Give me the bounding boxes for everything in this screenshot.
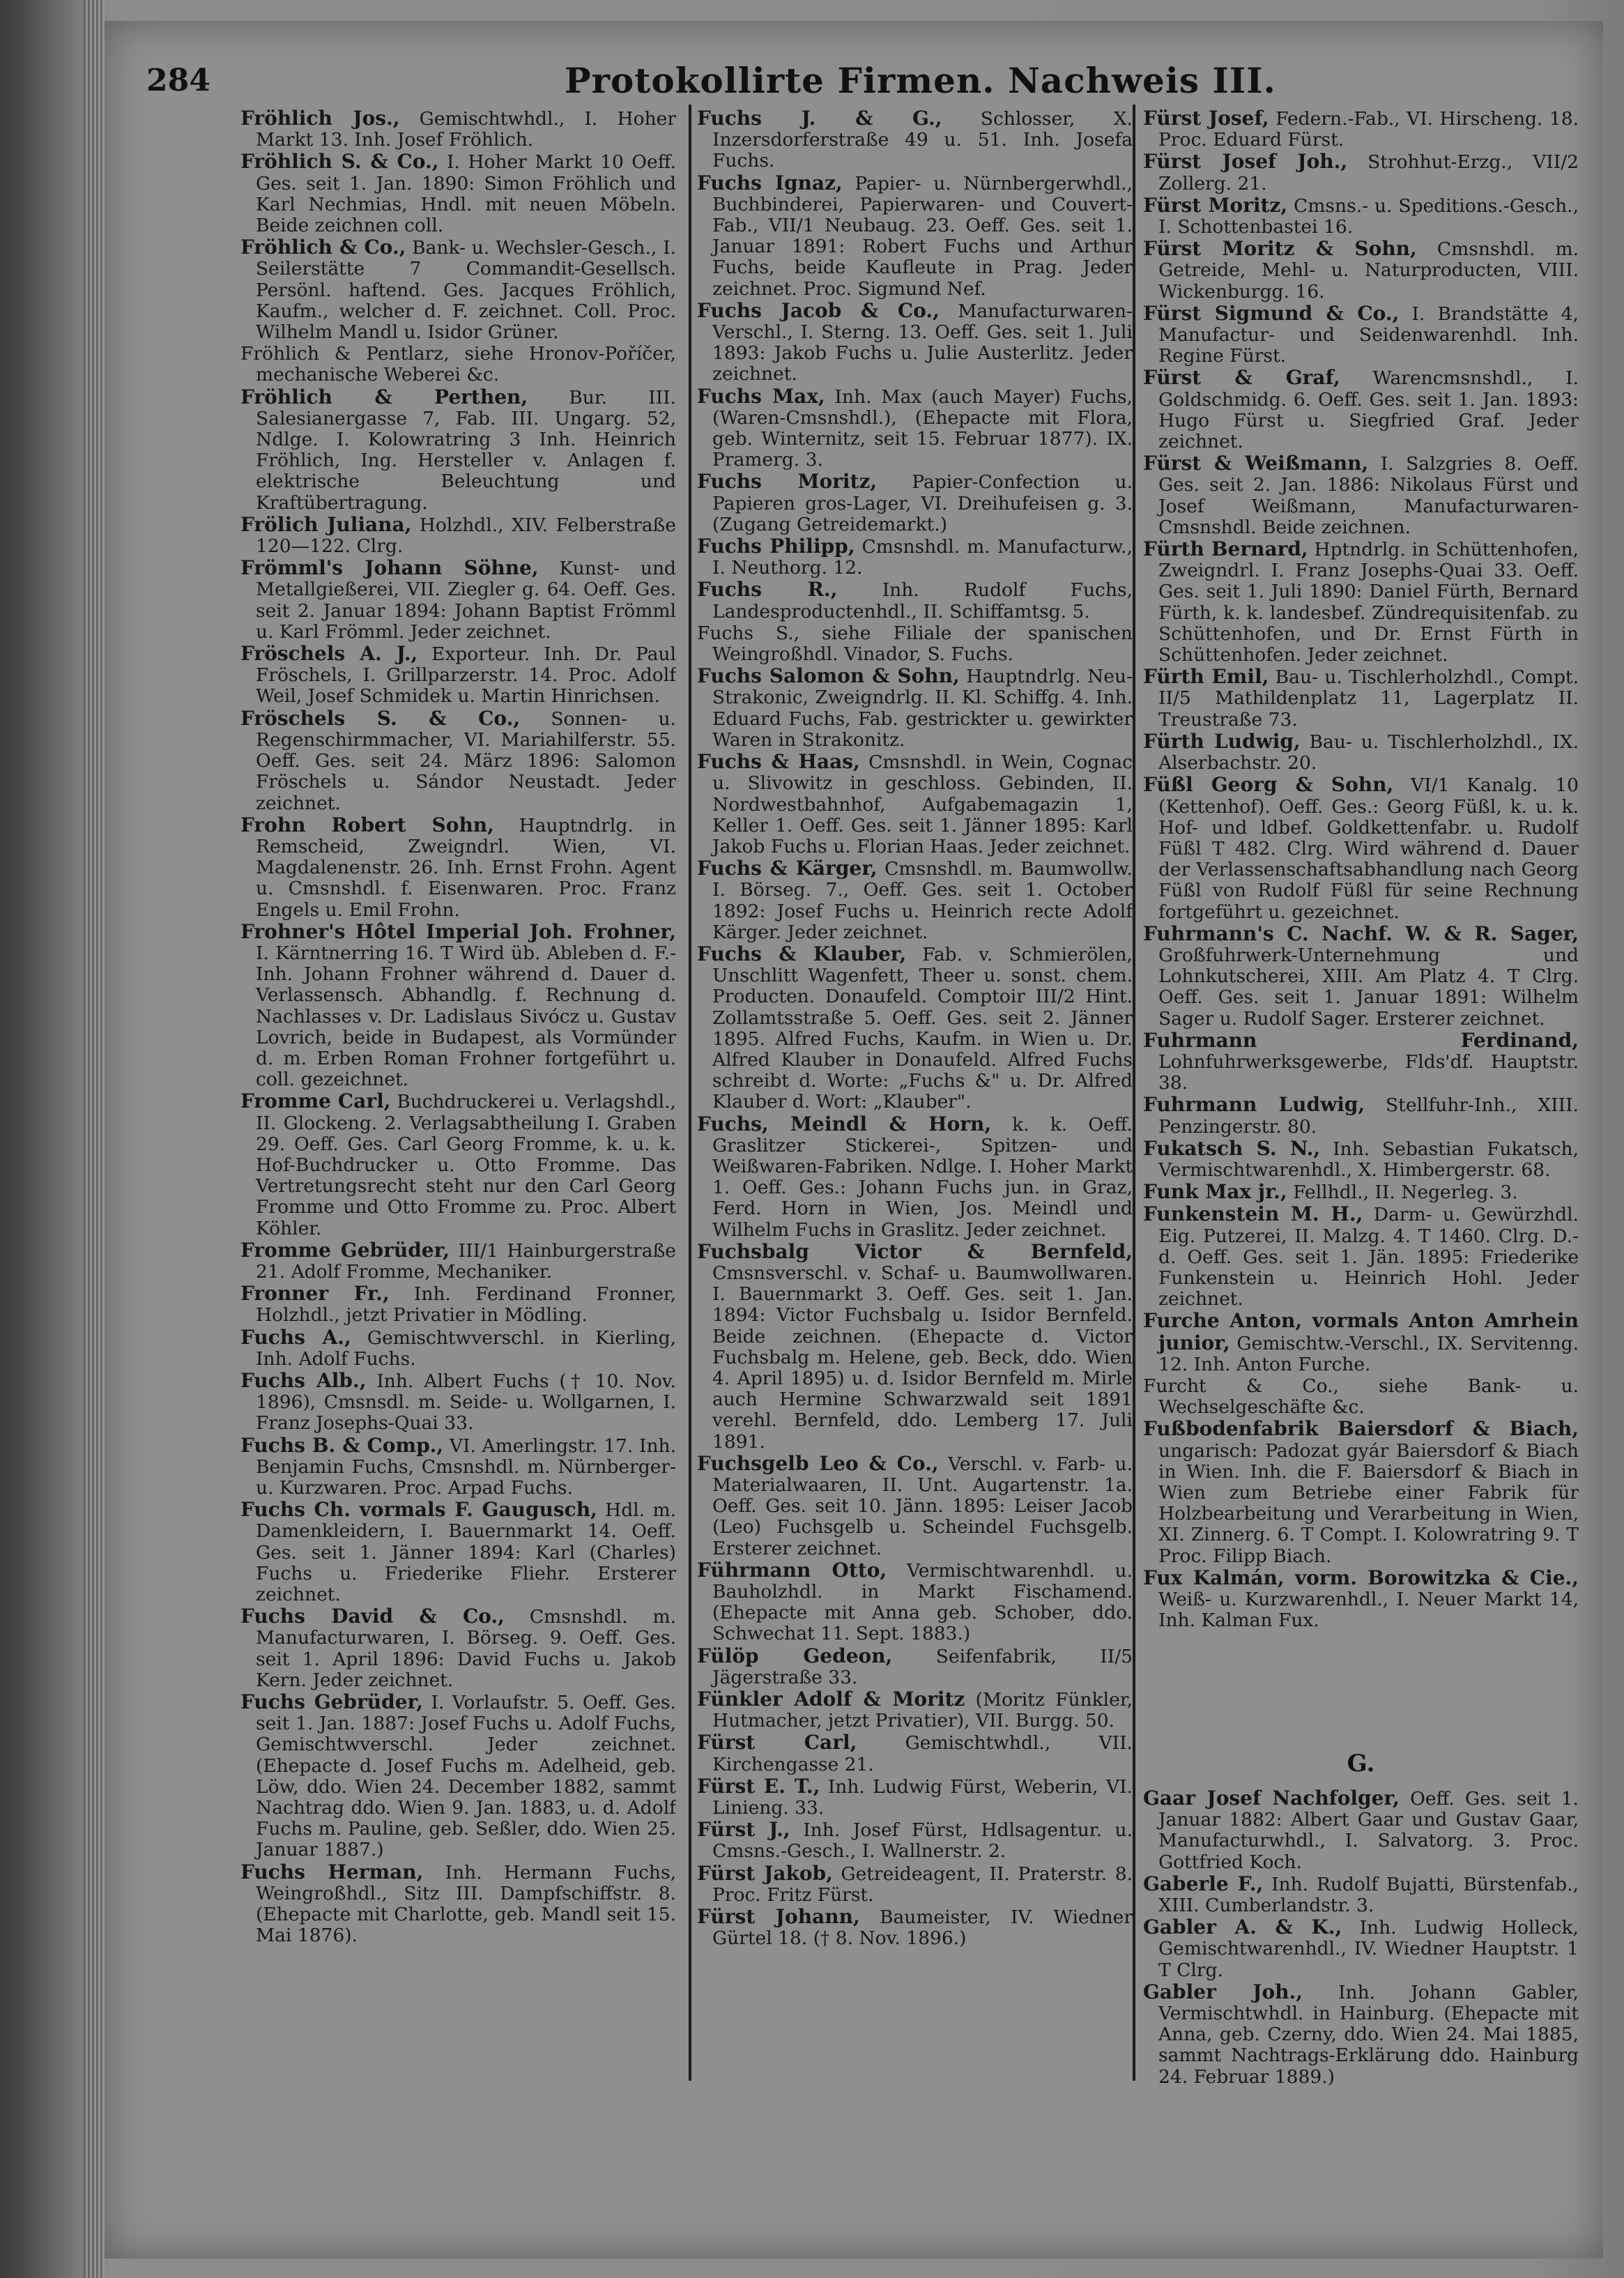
firm-details: Cmsnsverschl. v. Schaf- u. Baumwollwaren. I. Bauernmarkt 3. Oeff. Ges. seit 1. Jan. 1894: Victor Fuchsbalg u. Isidor Bernfeld. Beide zeichnen. (Ehepacte d. Victor Fuchsbalg m. Helene, geb. Beck, ddo. Wien 4. April 1895) u. d. Isidor Bernfeld m. Mirle auch Hermine Schwarzwald seit 1891 verehl. Bernfeld, ddo. Lemberg 17. Juli 1891. — [712, 1262, 1133, 1453]
firm-details: Inh. Hermann Fuchs, Weingroßhdl., Sitz III. Dampfschiffstr. 8. (Ehepacte mit Charlotte, geb. Mandl seit 15. Mai 1876). — [256, 1861, 676, 1947]
directory-entry — [1143, 367, 1579, 452]
directory-entry — [240, 558, 676, 643]
directory-entry — [697, 1776, 1133, 1819]
firm-details: Strohhut-Erzg., VII/2 Zollerg. 21. — [1158, 151, 1579, 194]
firm-name: Fromme Carl, — [240, 1090, 391, 1113]
firm-name: Füßl Georg & Sohn, — [1143, 773, 1394, 797]
running-title: Protokollirte Firmen. Nachweis III. — [565, 60, 1276, 101]
firm-details: Cmsnshdl. m. Baumwollw. I. Börseg. 7., Oeff. Ges. seit 1. October 1892: Josef Fuchs u. Heinrich recte Adolf Kärger. Jeder zeichnet. — [712, 858, 1133, 943]
firm-details: Vermischtwarenhdl. u. Bauholzhdl. in Markt Fischamend. (Ehepacte mit Anna geb. Schober, ddo. Schwechat 11. Sept. 1883.) — [712, 1559, 1133, 1645]
directory-entry — [697, 173, 1133, 300]
firm-details: Darm- u. Gewürzhdl. Eig. Putzerei, II. Malzg. 4. T 1460. Clrg. D.-d. Oeff. Ges. seit 1. Jän. 1895: Friederike Funkenstein u. Heinrich Hohl. Jeder zeichnet. — [1158, 1204, 1579, 1310]
firm-name: Fürst Johann, — [697, 1905, 860, 1929]
firm-details: Inh. Johann Gabler, Vermischtwhdl. in Hainburg. (Ehepacte mit Anna, geb. Czerny, ddo. Wien 24. Mai 1885, sammt Nachtrags-Erklärung ddo. Hainburg 24. Februar 1889.) — [1158, 1981, 1579, 2088]
directory-entry — [240, 1283, 676, 1326]
column-rule — [689, 105, 691, 2081]
firm-details: (Moritz Fünkler, Hutmacher, jetzt Privatier), VII. Burgg. 50. — [712, 1689, 1133, 1732]
directory-entry — [697, 579, 1133, 622]
directory-entry — [697, 858, 1133, 943]
firm-name: Fuchs Ch. vormals F. Gaugusch, — [240, 1498, 597, 1522]
firm-details: Getreideagent, II. Praterstr. 8. Proc. Fritz Fürst. — [712, 1863, 1133, 1906]
firm-name: Fußbodenfabrik Baiersdorf & Biach, — [1143, 1417, 1579, 1441]
firm-details: Inh. Rudolf Bujatti, Bürstenfab., XIII. Cumberlandstr. 3. — [1158, 1873, 1579, 1917]
directory-entry — [240, 1606, 676, 1691]
firm-details: Kunst- und Metallgießerei, VII. Ziegler g. 64. Oeff. Ges. seit 2. Januar 1894: Johann Baptist Frömml u. Karl Frömml. Jeder zeichnet. — [256, 558, 676, 643]
firm-name: Fürst Jakob, — [697, 1861, 833, 1885]
firm-details: Inh. Ferdinand Fronner, Holzhdl., jetzt Privatier in Mödling. — [256, 1283, 676, 1327]
firm-name: Fuchs Ignaz, — [697, 171, 843, 194]
directory-entry — [1143, 303, 1579, 367]
directory-entry — [240, 1091, 676, 1239]
firm-name: Fürth Emil, — [1143, 665, 1269, 689]
firm-name: Führmann Otto, — [697, 1558, 887, 1582]
directory-entry — [240, 1240, 676, 1283]
firm-details: Hdl. m. Damenkleidern, I. Bauernmarkt 14. Oeff. Ges. seit 1. Jänner 1894: Karl (Charles) Fuchs u. Friederike Fliehr. Ersterer zeichnet. — [256, 1499, 676, 1606]
firm-details: I. Kärntnerring 16. T Wird üb. Ableben d. F.-Inh. Johann Frohner während d. Dauer d. Verlassensch. Abhandlg. f. Rechnung d. Nachlasses v. Dr. Ladislaus Sivócz u. Gustav Lovrich, beide in Budapest, als Vormünder d. m. Erben Roman Frohner fortgeführt u. coll. gezeichnet. — [256, 942, 676, 1091]
directory-entry — [240, 1862, 676, 1947]
firm-details: III/1 Hainburgerstraße 21. Adolf Fromme, Mechaniker. — [256, 1239, 676, 1283]
firm-name: Fürst J., — [697, 1818, 790, 1842]
directory-entry — [240, 919, 676, 1091]
firm-details: Cmsnshdl. m. Manufacturw., I. Neuthorg. 12. — [712, 536, 1133, 579]
firm-name: Fuchsgelb Leo & Co., — [697, 1451, 939, 1475]
firm-details: I. Brandstätte 4, Manufactur- und Seidenwarenhdl. Inh. Regine Fürst. — [1158, 303, 1579, 367]
firm-details: Gemischtwverschl. in Kierling, Inh. Adolf Fuchs. — [256, 1327, 676, 1370]
column-1 — [240, 108, 676, 2234]
directory-entry — [697, 1732, 1133, 1775]
firm-name: Frohner's Hôtel Imperial Joh. Frohner, — [240, 919, 676, 943]
directory-entry — [697, 666, 1133, 751]
firm-name: Fürst & Weißmann, — [1143, 452, 1369, 475]
firm-name: Fuchs & Klauber, — [697, 942, 907, 965]
firm-details: Inh. Albert Fuchs († 10. Nov. 1896), Cmsnsdl. m. Seide- u. Wollgarnen, I. Franz Josephs-Quai 33. — [256, 1370, 676, 1435]
column-3-section-g — [1143, 1788, 1579, 2234]
page-edges — [84, 0, 105, 2278]
directory-entry — [240, 237, 676, 343]
firm-name: Fuchs Max, — [697, 384, 825, 408]
firm-details: Lohnfuhrwerksgewerbe, Flds'df. Hauptstr. 38. — [1158, 1050, 1579, 1094]
firm-name: Fuchs & Haas, — [697, 750, 860, 774]
firm-name: Fronner Fr., — [240, 1282, 390, 1306]
section-letter: G. — [1347, 1750, 1375, 1778]
firm-details: Bank- u. Wechsler-Gesch., I. Seilerstätte 7 Commandit-Gesellsch. Persönl. haftend. Ges. Jacques Fröhlich, Kaufm., welcher d. F. zeichnet. Coll. Proc. Wilhelm Mandl u. Isidor Grüner. — [256, 237, 676, 344]
firm-details: Fellhdl., II. Negerleg. 3. — [1293, 1182, 1518, 1204]
directory-entry — [1143, 1204, 1579, 1310]
firm-details: VI. Amerlingstr. 17. Inh. Benjamin Fuchs, Cmsnshdl. m. Nürnberger- u. Kurzwaren. Proc. Arpad Fuchs. — [256, 1435, 676, 1499]
firm-name: Fürst Carl, — [697, 1731, 857, 1755]
directory-entry — [1143, 774, 1579, 922]
directory-entry — [1143, 1917, 1579, 1981]
directory-entry — [1143, 1310, 1579, 1375]
directory-entry — [1143, 1874, 1579, 1916]
firm-name: Fuchs Herman, — [240, 1860, 424, 1883]
firm-name: Fröhlich & Co., — [240, 236, 406, 259]
directory-entry — [240, 344, 676, 385]
firm-name: Fürst Sigmund & Co., — [1143, 301, 1400, 325]
firm-name: Fünkler Adolf & Moritz — [697, 1688, 965, 1711]
firm-details: Inh. Ludwig Holleck, Gemischtwarenhdl., IV. Wiedner Hauptstr. 1 T Clrg. — [1158, 1917, 1579, 1981]
directory-entry — [1143, 539, 1579, 666]
directory-entry — [1143, 731, 1579, 774]
directory-entry — [1143, 195, 1579, 238]
firm-name: Fröschels A. J., — [240, 642, 418, 666]
column-2 — [697, 108, 1133, 2234]
directory-entry — [697, 1906, 1133, 1949]
column-rule — [1133, 105, 1135, 2081]
firm-name: Fuchs A., — [240, 1325, 351, 1349]
firm-details: I. Hoher Markt 10 Oeff. Ges. seit 1. Jan. 1890: Simon Fröhlich und Karl Nechmias, Hndl. mit neuen Möbeln. Beide zeichnen coll. — [256, 151, 676, 237]
firm-name: Fuhrmann Ludwig, — [1143, 1093, 1365, 1117]
directory-entry — [240, 1370, 676, 1435]
firm-details: Inh. Sebastian Fukatsch, Vermischtwarenhdl., X. Himbergerstr. 68. — [1158, 1138, 1579, 1181]
firm-name: Frohn Robert Sohn, — [240, 813, 494, 836]
directory-entry — [240, 151, 676, 236]
directory-entry — [697, 944, 1133, 1113]
firm-name: Fröschels S. & Co., — [240, 706, 521, 730]
firm-name: Furche Anton, vormals Anton Amrhein junior, — [1143, 1309, 1579, 1354]
firm-details: Papier-Confection u. Papieren gros-Lager, VI. Dreihufeisen g. 3. (Zugang Getreidemarkt.) — [712, 471, 1133, 535]
firm-details: k. k. Oeff. Graslitzer Stickerei-, Spitzen- und Weißwaren-Fabriken. Ndlge. I. Hoher Markt 1. Oeff. Ges.: Johann Fuchs jun. in Graz, Ferd. Horn in Wien, Jos. Meindl und Wilhelm Fuchs in Graslitz. Jeder zeichnet. — [712, 1113, 1133, 1241]
directory-entry — [697, 1863, 1133, 1906]
firm-name: Fuchsbalg Victor & Bernfeld, — [697, 1239, 1133, 1263]
firm-details: Papier- u. Nürnbergerwhdl., Buchbinderei, Papierwaren- und Couvert-Fab., VII/1 Neubaug. 23. Oeff. Ges. seit 1. Januar 1891: Robert Fuchs und Arthur Fuchs, beide Kaufleute in Prag. Jeder zeichnet. Proc. Sigmund Nef. — [712, 172, 1133, 300]
firm-details: Bur. III. Salesianergasse 7, Fab. III. Ungarg. 52, Ndlge. I. Kolowratring 3 Inh. Heinrich Fröhlich, Ing. Hersteller v. Anlagen f. elektrische Beleuchtung und Kraftübertragung. — [256, 386, 676, 514]
firm-details: Großfuhrwerk-Unternehmung und Lohnkutscherei, XIII. Am Platz 4. T Clrg. Oeff. Ges. seit 1. Januar 1891: Wilhelm Sager u. Rudolf Sager. Ersterer zeichnet. — [1158, 944, 1579, 1030]
directory-entry — [697, 1241, 1133, 1453]
firm-name: Fürst Moritz & Sohn, — [1143, 237, 1417, 261]
firm-details: Fröhlich & Pentlarz, siehe Hronov-Poříčer, mechanische Weberei &c. — [240, 343, 676, 386]
firm-details: Cmsnshdl. m. Getreide, Mehl- u. Naturproducten, VIII. Wickenburgg. 16. — [1158, 238, 1579, 303]
directory-entry — [240, 108, 676, 151]
firm-name: Fröhlich & Perthen, — [240, 385, 528, 408]
firm-name: Funk Max jr., — [1143, 1180, 1287, 1204]
directory-entry — [1143, 1182, 1579, 1203]
directory-entry — [240, 1327, 676, 1370]
firm-name: Fuchs, Meindl & Horn, — [697, 1112, 992, 1136]
firm-details: Furcht & Co., siehe Bank- u. Wechselgeschäfte &c. — [1143, 1375, 1579, 1419]
directory-entry — [697, 1453, 1133, 1559]
firm-name: Fürth Ludwig, — [1143, 729, 1301, 753]
directory-entry — [1143, 1376, 1579, 1418]
firm-details: Cmsnshdl. in Wein, Cognac u. Slivowitz in geschloss. Gebinden, II. Nordwestbahnhof, Aufgabemagazin 1, Keller 1. Oeff. Ges. seit 1. Jänner 1895: Karl Jakob Fuchs u. Florian Haas. Jeder zeichnet. — [712, 751, 1133, 857]
directory-entry — [697, 536, 1133, 579]
firm-name: Fröhlich S. & Co., — [240, 150, 439, 174]
directory-entry — [1143, 666, 1579, 731]
firm-details: Holzhdl., XIV. Felberstraße 120—122. Clrg. — [256, 514, 676, 558]
firm-details: I. Salzgries 8. Oeff. Ges. seit 2. Jan. 1886: Nikolaus Fürst und Josef Weißmann, Manufacturwaren-Cmsnshdl. Beide zeichnen. — [1158, 453, 1579, 538]
firm-name: Fürst Moritz, — [1143, 193, 1288, 217]
firm-name: Gabler A. & K., — [1143, 1916, 1342, 1939]
firm-details: Cmsnshdl. m. Manufacturwaren, I. Börseg. 9. Oeff. Ges. seit 1. April 1896: David Fuchs u. Jakob Kern. Jeder zeichnet. — [256, 1606, 676, 1691]
firm-name: Fülöp Gedeon, — [697, 1644, 893, 1667]
firm-details: Fuchs S., siehe Filiale der spanischen Weingroßhdl. Vinador, S. Fuchs. — [697, 622, 1133, 666]
firm-name: Fuchs Philipp, — [697, 535, 855, 558]
firm-details: ungarisch: Padozat gyár Baiersdorf & Biach in Wien. Inh. die F. Baiersdorf & Biach in Wien zum Betriebe einer Fabrik für Holzbearbeitung und Verarbeitung in Wien, XI. Zinnerg. 6. T Compt. I. Kolowratring 9. T Proc. Filipp Biach. — [1158, 1439, 1579, 1567]
firm-name: Fuchs R., — [697, 578, 838, 602]
directory-entry — [240, 708, 676, 814]
directory-entry — [697, 300, 1133, 385]
directory-entry — [240, 643, 676, 708]
firm-name: Fuchs B. & Comp., — [240, 1433, 444, 1457]
firm-details: Oeff. Ges. seit 1. Januar 1882: Albert Gaar und Gustav Gaar, Manufacturwhdl., I. Salvatorg. 3. Proc. Gottfried Koch. — [1158, 1788, 1579, 1873]
firm-name: Fromme Gebrüder, — [240, 1238, 450, 1262]
firm-name: Gabler Joh., — [1143, 1980, 1303, 2003]
directory-entry — [240, 387, 676, 514]
firm-name: Fuchs Salomon & Sohn, — [697, 664, 960, 688]
directory-entry — [240, 1692, 676, 1861]
firm-name: Fürst & Graf, — [1143, 366, 1340, 390]
directory-entry — [697, 1689, 1133, 1732]
firm-details: Exporteur. Inh. Dr. Paul Fröschels, I. Grillparzerstr. 14. Proc. Adolf Weil, Josef Schmidek u. Martin Hinrichsen. — [256, 643, 676, 708]
firm-name: Fuchs Moritz, — [697, 470, 878, 494]
directory-entry — [697, 751, 1133, 857]
firm-details: Weiß- u. Kurzwarenhdl., I. Neuer Markt 14, Inh. Kalman Fux. — [1158, 1589, 1579, 1632]
directory-entry — [240, 514, 676, 557]
firm-name: Frömml's Johann Söhne, — [240, 556, 539, 580]
page-header — [146, 60, 1582, 105]
firm-details: Sonnen- u. Regenschirmmacher, VI. Mariahilferstr. 55. Oeff. Ges. seit 24. März 1896: Salomon Fröschels u. Sándor Neustadt. Jeder zeichnet. — [256, 708, 676, 814]
firm-name: Fröhlich Jos., — [240, 108, 400, 130]
directory-entry — [697, 1114, 1133, 1241]
firm-name: Funkenstein M. H., — [1143, 1202, 1363, 1226]
directory-entry — [697, 471, 1133, 535]
directory-entry — [1143, 1568, 1579, 1632]
directory-entry — [697, 108, 1133, 172]
firm-details: Schlosser, X. Inzersdorferstraße 49 u. 51. Inh. Josefa Fuchs. — [712, 108, 1133, 172]
firm-details: Bau- u. Tischlerholzhdl., Compt. II/5 Mathildenplatz 11, Lagerplatz II. Treustraße 73. — [1158, 666, 1579, 731]
firm-name: Fürst E. T., — [697, 1774, 820, 1798]
firm-name: Fuchs Gebrüder, — [240, 1690, 423, 1714]
firm-name: Fürst Josef, — [1143, 108, 1269, 130]
directory-entry — [240, 1499, 676, 1605]
directory-entry — [1143, 1138, 1579, 1181]
firm-details: Inh. Max (auch Mayer) Fuchs, (Waren-Cmsnshdl.), (Ehepacte mit Flora, geb. Winternitz, seit 15. Februar 1877). IX. Pramerg. 3. — [712, 385, 1133, 471]
firm-details: Hptndrlg. in Schüttenhofen, Zweigndrl. I. Franz Josephs-Quai 33. Oeff. Ges. seit 1. Juli 1890: Daniel Fürth, Bernard Fürth, k. k. landesbef. Zündrequisitenfab. zu Schüttenhofen, und Dr. Ernst Fürth in Schüttenhofen. Jeder zeichnet. — [1158, 539, 1579, 666]
directory-entry — [697, 623, 1133, 665]
firm-details: I. Vorlaufstr. 5. Oeff. Ges. seit 1. Jan. 1887: Josef Fuchs u. Adolf Fuchs, Gemischtwverschl. Jeder zeichnet. (Ehepacte d. Josef Fuchs m. Adelheid, geb. Löw, ddo. Wien 24. December 1882, sammt Nachtrag ddo. Wien 9. Jan. 1883, u. d. Adolf Fuchs m. Pauline, geb. Seßler, ddo. Wien 25. Januar 1887.) — [256, 1692, 676, 1861]
directory-entry — [697, 1646, 1133, 1688]
directory-entry — [240, 815, 676, 921]
firm-name: Fux Kalmán, vorm. Borowitzka & Cie., — [1143, 1566, 1579, 1589]
firm-name: Fuchs David & Co., — [240, 1605, 505, 1628]
directory-entry — [1143, 238, 1579, 303]
directory-entry — [1143, 453, 1579, 538]
firm-details: Warencmsnshdl., I. Goldschmidg. 6. Oeff. Ges. seit 1. Jan. 1893: Hugo Fürst u. Siegfried Graf. Jeder zeichnet. — [1158, 367, 1579, 453]
firm-name: Gaar Josef Nachfolger, — [1143, 1788, 1400, 1810]
firm-details: Bau- u. Tischlerholzhdl., IX. Alserbachstr. 20. — [1158, 731, 1579, 774]
directory-entry — [1143, 1419, 1579, 1566]
firm-details: Manufacturwaren-Verschl., I. Sterng. 13. Oeff. Ges. seit 1. Juli 1893: Jakob Fuchs u. Julie Austerlitz. Jeder zeichnet. — [712, 300, 1133, 385]
firm-name: Fuchs Alb., — [240, 1368, 367, 1392]
firm-details: Seifenfabrik, II/5 Jägerstraße 33. — [712, 1645, 1133, 1688]
firm-details: VI/1 Kanalg. 10 (Kettenhof). Oeff. Ges.: Georg Füßl, k. u. k. Hof- und ldbef. Goldkettenfabr. u. Rudolf Füßl T 482. Clrg. Wird während d. Dauer der Verlassenschaftsabhandlung nach Georg Füßl von Rudolf Füßl für seine Rechnung fortgeführt u. gezeichnet. — [1158, 774, 1579, 923]
firm-details: Baumeister, IV. Wiedner Gürtel 18. († 8. Nov. 1896.) — [712, 1906, 1133, 1950]
firm-details: Hauptndrlg. in Remscheid, Zweigndrl. Wien, VI. Magdalenenstr. 26. Inh. Ernst Frohn. Agent u. Cmsnshdl. f. Eisenwaren. Proc. Franz Engels u. Emil Frohn. — [256, 814, 676, 921]
firm-details: Federn.-Fab., VI. Hirscheng. 18. Proc. Eduard Fürst. — [1158, 108, 1579, 151]
directory-entry — [240, 1435, 676, 1499]
firm-details: Gemischtwhdl., I. Hoher Markt 13. Inh. Josef Fröhlich. — [256, 108, 676, 151]
firm-details: Inh. Ludwig Fürst, Weberin, VI. Linieng. 33. — [712, 1775, 1133, 1819]
firm-name: Fuhrmann's C. Nachf. W. & R. Sager, — [1143, 922, 1579, 945]
firm-name: Frölich Juliana, — [240, 512, 412, 536]
firm-details: Gemischtwhdl., VII. Kirchengasse 21. — [712, 1732, 1133, 1775]
firm-name: Fuhrmann Ferdinand, — [1143, 1028, 1579, 1052]
firm-name: Fukatsch S. N., — [1143, 1136, 1321, 1160]
firm-details: Buchdruckerei u. Verlagshdl., II. Glockeng. 2. Verlagsabtheilung I. Graben 29. Oeff. Ges. Carl Georg Fromme, k. u. k. Hof-Buchdrucker u. Otto Fromme. Das Vertretungsrecht steht nur den Carl Georg Fromme und Otto Fromme zu. Proc. Albert Köhler. — [256, 1091, 676, 1239]
firm-details: Verschl. v. Farb- u. Materialwaaren, II. Unt. Augartenstr. 1a. Oeff. Ges. seit 10. Jänn. 1895: Leiser Jacob (Leo) Fuchsgelb u. Scheindel Fuchsgelb. Ersterer zeichnet. — [712, 1453, 1133, 1559]
page-number: 284 — [146, 63, 210, 98]
firm-details: Inh. Josef Fürst, Hdlsagentur. u. Cmsns.-Gesch., I. Wallnerstr. 2. — [712, 1819, 1133, 1863]
firm-name: Fuchs J. & G., — [697, 108, 942, 130]
firm-name: Fuchs Jacob & Co., — [697, 298, 940, 322]
directory-entry — [1143, 924, 1579, 1030]
firm-name: Fürst Josef Joh., — [1143, 150, 1348, 174]
directory-entry — [697, 386, 1133, 471]
firm-details: Stellfuhr-Inh., XIII. Penzingerstr. 80. — [1158, 1094, 1579, 1138]
directory-entry — [1143, 108, 1579, 151]
firm-details: Hauptndrlg. Neu-Strakonic, Zweigndrlg. II. Kl. Schiffg. 4. Inh. Eduard Fuchs, Fab. gestrickter u. gewirkter Waren in Strakonitz. — [712, 666, 1133, 751]
firm-name: Fuchs & Kärger, — [697, 857, 878, 880]
directory-entry — [697, 1560, 1133, 1645]
firm-details: Gemischtw.-Verschl., IX. Servitenng. 12. Inh. Anton Furche. — [1158, 1332, 1579, 1375]
directory-entry — [1143, 1982, 1579, 2088]
firm-details: Inh. Rudolf Fuchs, Landesproductenhdl., II. Schiffamtsg. 5. — [712, 579, 1133, 622]
firm-details: Fab. v. Schmierölen, Unschlitt Wagenfett, Theer u. sonst. chem. Producten. Donaufeld. Comptoir III/2 Hint. Zollamtsstraße 5. Oeff. Ges. seit 2. Jänner 1895. Alfred Fuchs, Kaufm. in Wien u. Dr. Alfred Klauber in Donaufeld. Alfred Fuchs schreibt d. Worte: „Fuchs &" u. Dr. Alfred Klauber d. Wort: „Klauber". — [712, 943, 1133, 1113]
firm-details: Cmsns.- u. Speditions.-Gesch., I. Schottenbastei 16. — [1158, 194, 1579, 238]
firm-name: Gaberle F., — [1143, 1872, 1264, 1895]
directory-entry — [1143, 1788, 1579, 1873]
directory-entry — [697, 1819, 1133, 1862]
firm-name: Fürth Bernard, — [1143, 537, 1308, 561]
directory-entry — [1143, 151, 1579, 194]
directory-entry — [1143, 1030, 1579, 1094]
directory-entry — [1143, 1094, 1579, 1137]
